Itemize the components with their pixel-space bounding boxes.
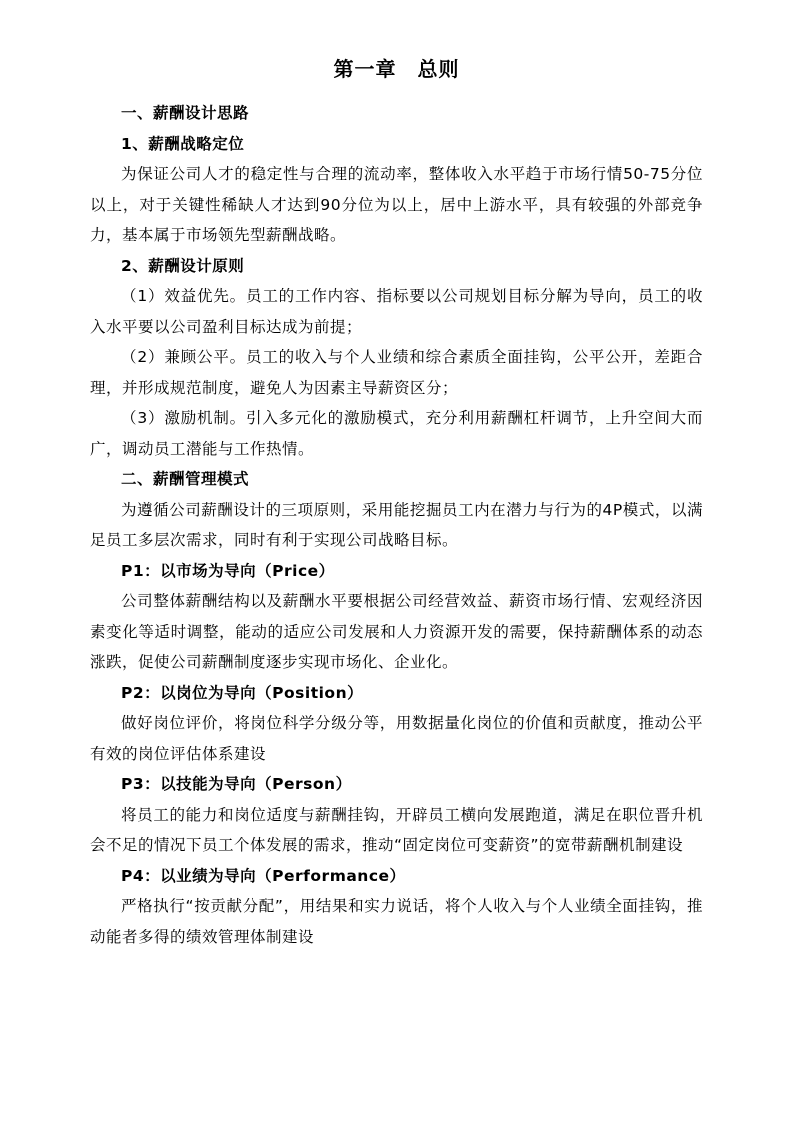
body-paragraph: （3）激励机制。引入多元化的激励模式，充分利用薪酬杠杆调节，上升空间大而广，调动员工潜能与工作热情。 xyxy=(90,409,703,458)
body-paragraph: 为保证公司人才的稳定性与合理的流动率，整体收入水平趋于市场行情50-75分位以上，对于关键性稀缺人才达到90分位为以上，居中上游水平，具有较强的外部竞争力，基本属于市场领先型薪酬战略。 xyxy=(90,165,703,244)
body-paragraph: 将员工的能力和岗位适度与薪酬挂钩，开辟员工横向发展跑道，满足在职位晋升机会不足的情况下员工个体发展的需求，推动“固定岗位可变薪资”的宽带薪酬机制建设 xyxy=(90,805,703,854)
p1-heading: P1：以市场为导向（Price） xyxy=(121,561,335,580)
p3-heading: P3：以技能为导向（Person） xyxy=(121,775,352,793)
body-paragraph: （1）效益优先。员工的工作内容、指标要以公司规划目标分解为导向，员工的收入水平要以公司盈利目标达成为前提； xyxy=(90,287,703,336)
section-heading: 二、薪酬管理模式 xyxy=(121,470,250,488)
sub-heading: 1、薪酬战略定位 xyxy=(121,134,245,153)
p2-heading: P2：以岗位为导向（Position） xyxy=(121,683,364,702)
body-paragraph: 为遵循公司薪酬设计的三项原则，采用能挖掘员工内在潜力与行为的4P模式，以满足员工多层次需求，同时有利于实现公司战略目标。 xyxy=(90,500,703,549)
body-paragraph: 严格执行“按贡献分配”，用结果和实力说话，将个人收入与个人业绩全面挂钩，推动能者多得的绩效管理体制建设 xyxy=(90,897,703,946)
sub-heading: 2、薪酬设计原则 xyxy=(121,256,245,275)
body-paragraph: 公司整体薪酬结构以及薪酬水平要根据公司经营效益、薪资市场行情、宏观经济因素变化等适时调整，能动的适应公司发展和人力资源开发的需要，保持薪酬体系的动态涨跌，促使公司薪酬制度逐步实现市场化、企业化。 xyxy=(90,592,703,671)
p4-heading: P4：以业绩为导向（Performance） xyxy=(121,866,406,885)
body-paragraph: 做好岗位评价，将岗位科学分级分等，用数据量化岗位的价值和贡献度，推动公平有效的岗位评估体系建设 xyxy=(90,714,703,763)
body-paragraph: （2）兼顾公平。员工的收入与个人业绩和综合素质全面挂钩，公平公开，差距合理，并形成规范制度，避免人为因素主导薪资区分； xyxy=(90,348,703,397)
chapter-title: 第一章 总则 xyxy=(333,57,460,81)
section-heading: 一、薪酬设计思路 xyxy=(121,104,250,122)
